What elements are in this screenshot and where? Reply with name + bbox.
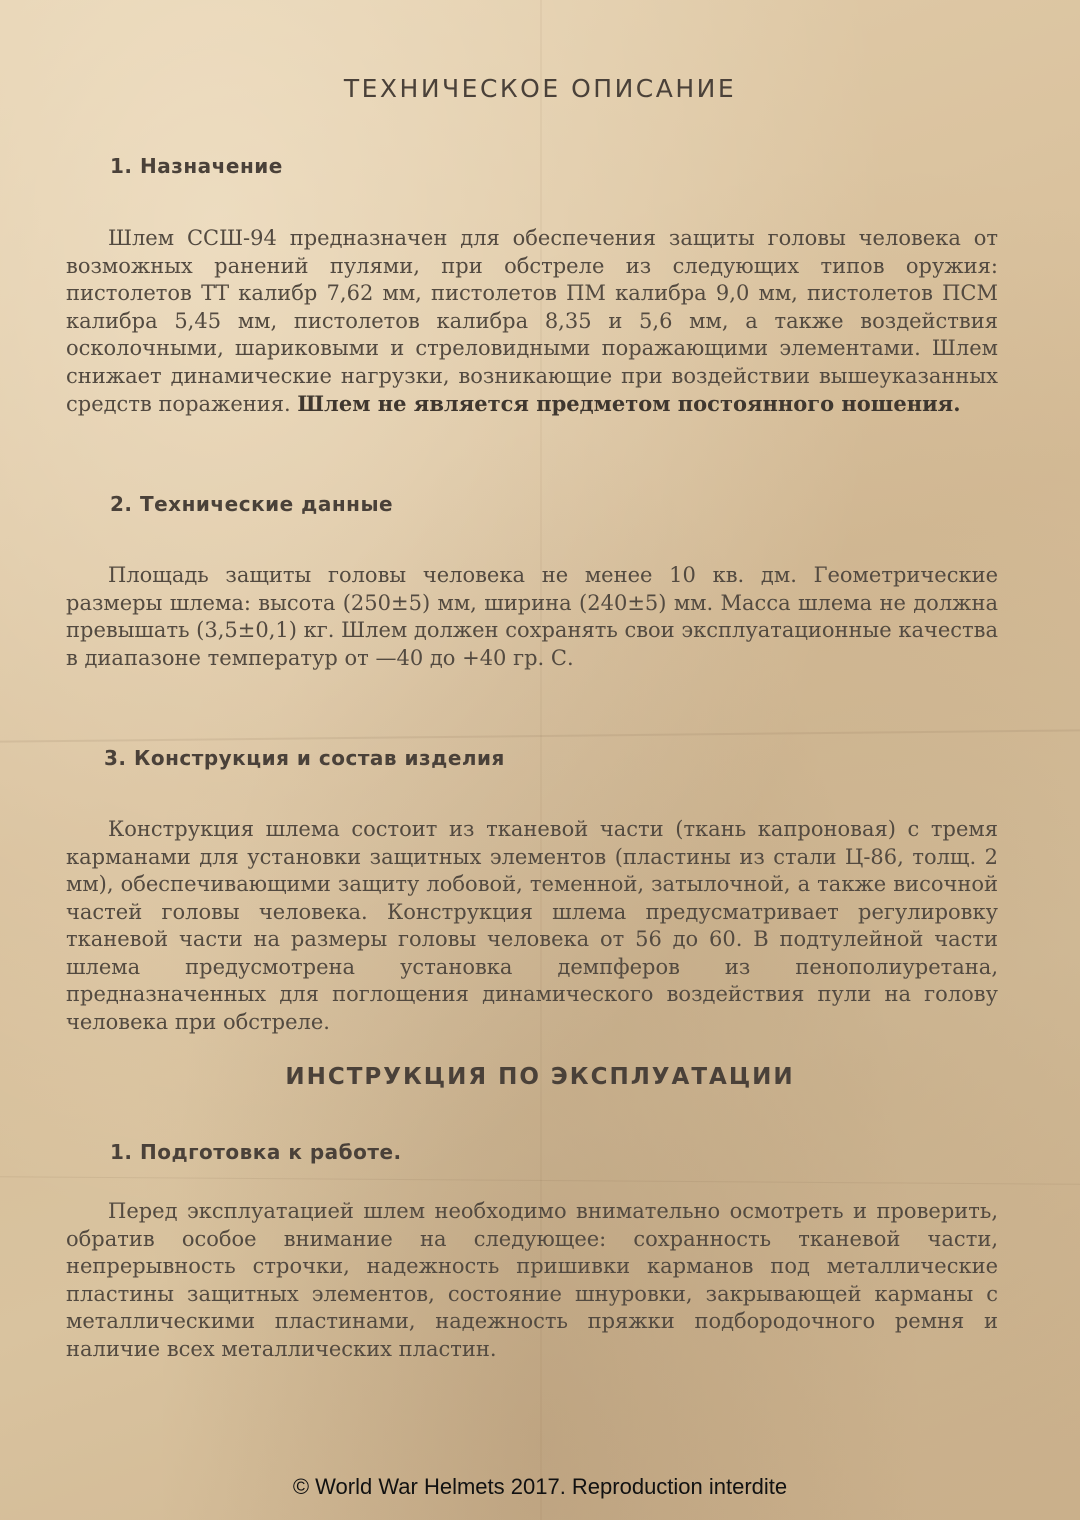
section-text-technical-data	[66, 562, 998, 672]
section-heading-technical-data: 2. Технические данные	[110, 492, 394, 516]
technical-data-text: Площадь защиты головы человека не менее 10 кв. дм. Геометрические размеры шлема: высота (250±5) мм, ширина (240±5) мм. Масса шлема не должна превышать (3,5±0,1) кг. Шлем должен сохранять свои эксплуатационные качества в диапазоне температур от —40 до +40 гр. С.	[66, 563, 998, 670]
instructions-title: ИНСТРУКЦИЯ ПО ЭКСПЛУАТАЦИИ	[285, 1064, 795, 1090]
instruction-text-preparation	[66, 1198, 998, 1363]
section-heading-construction: 3. Конструкция и состав изделия	[104, 746, 505, 770]
copyright-footer: © World War Helmets 2017. Reproduction interdite	[292, 1474, 788, 1499]
purpose-text: Шлем ССШ-94 предназначен для обеспечения защиты головы человека от возможных ранений пулями, при обстреле из следующих типов оружия: пистолетов ТТ калибр 7,62 мм, пистолетов ПМ калибра 9,0 мм, пистолетов ПСМ калибра 5,45 мм, пистолетов калибра 8,35 и 5,6 мм, а также воздействия осколочными, шариковыми и стреловидными поражающими элементами. Шлем снижает динамические нагрузки, возникающие при воздействии вышеуказанных средств поражения.	[66, 226, 998, 416]
instruction-heading-preparation: 1. Подготовка к работе.	[110, 1140, 402, 1164]
section-text-purpose	[66, 225, 998, 419]
document-title: ТЕХНИЧЕСКОЕ ОПИСАНИЕ	[343, 74, 737, 103]
purpose-emphasis: Шлем не является предметом постоянного ношения.	[297, 391, 961, 416]
section-heading-purpose: 1. Назначение	[110, 154, 283, 178]
preparation-text: Перед эксплуатацией шлем необходимо внимательно осмотреть и проверить, обратив особое внимание на следующее: сохранность тканевой части, непрерывность строчки, надежность пришивки карманов под металлические пластины защитных элементов, состояние шнуровки, закрывающей карманы с металлическими пластинами, надежность пряжки подбородочного ремня и наличие всех металлических пластин.	[66, 1199, 998, 1361]
section-text-construction	[66, 816, 998, 1036]
construction-text: Конструкция шлема состоит из тканевой части (ткань капроновая) с тремя карманами для установки защитных элементов (пластины из стали Ц-86, толщ. 2 мм), обеспечивающими защиту лобовой, теменной, затылочной, а также височной частей головы человека. Конструкция шлема предусматривает регулировку тканевой части на размеры головы человека от 56 до 60. В подтулейной части шлема предусмотрена установка демпферов из пенополиуретана, предназначенных для поглощения динамического воздействия пули на голову человека при обстреле.	[66, 817, 998, 1034]
